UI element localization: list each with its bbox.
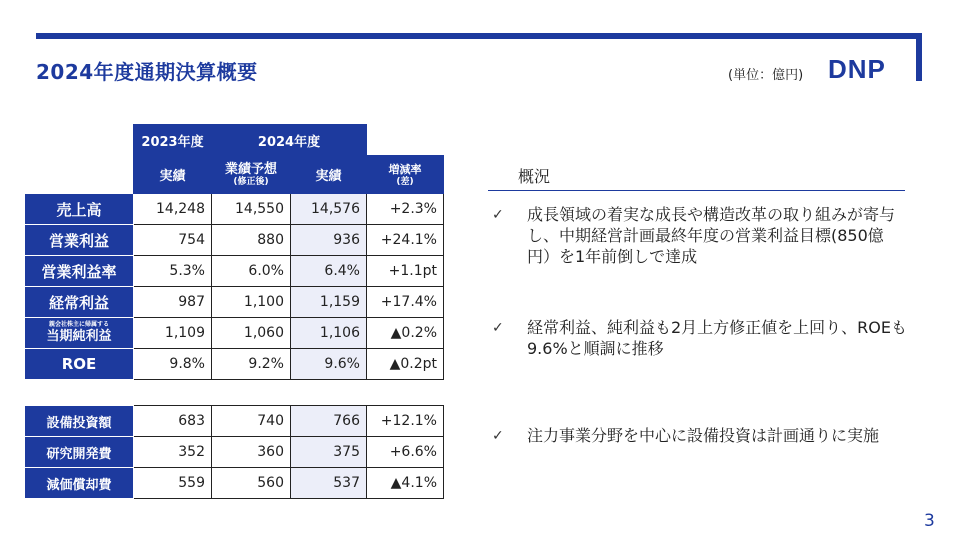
cell-actual-2024: 6.4%: [291, 256, 367, 287]
unit-note: (単位：億円): [728, 68, 804, 83]
cell-actual-2023: 987: [134, 287, 212, 318]
cell-actual-2024: 537: [291, 468, 367, 499]
cell-change: +6.6%: [367, 437, 444, 468]
check-icon: ✓: [492, 320, 504, 336]
table-row: [25, 256, 444, 287]
investment-table: [24, 405, 444, 499]
header-actual-2023: 実績: [134, 156, 212, 194]
summary-title: 概況: [518, 167, 551, 186]
cell-actual-2023: 5.3%: [134, 256, 212, 287]
table-row: [25, 225, 444, 256]
check-icon: ✓: [492, 207, 504, 223]
table-header-row-columns: [25, 156, 444, 194]
header-year-2024: 2024年度: [212, 125, 367, 156]
page-number: 3: [924, 511, 935, 531]
cell-forecast-2024: 740: [212, 406, 291, 437]
row-label: 減価償却費: [25, 468, 134, 499]
cell-actual-2023: 352: [134, 437, 212, 468]
cell-change: +17.4%: [367, 287, 444, 318]
table-row: [25, 318, 444, 349]
header-top-bar: [36, 33, 922, 39]
cell-change: ▲0.2%: [367, 318, 444, 349]
cell-forecast-2024: 1,100: [212, 287, 291, 318]
check-icon: ✓: [492, 428, 504, 444]
header-right-bar: [916, 33, 922, 81]
cell-actual-2023: 9.8%: [134, 349, 212, 380]
table-row: [25, 437, 444, 468]
cell-forecast-2024: 360: [212, 437, 291, 468]
table-header-row-years: [25, 125, 444, 156]
table-row: [25, 406, 444, 437]
summary-divider: [488, 190, 905, 191]
cell-actual-2024: 1,159: [291, 287, 367, 318]
row-label: 親会社株主に帰属する 当期純利益: [25, 318, 134, 349]
cell-forecast-2024: 14,550: [212, 194, 291, 225]
row-label: 営業利益: [25, 225, 134, 256]
cell-actual-2023: 14,248: [134, 194, 212, 225]
row-label: 売上高: [25, 194, 134, 225]
table-row: [25, 468, 444, 499]
cell-change: +12.1%: [367, 406, 444, 437]
row-label: 経常利益: [25, 287, 134, 318]
header-year-2023: 2023年度: [134, 125, 212, 156]
cell-actual-2024: 14,576: [291, 194, 367, 225]
row-label: 設備投資額: [25, 406, 134, 437]
cell-actual-2024: 1,106: [291, 318, 367, 349]
cell-actual-2023: 1,109: [134, 318, 212, 349]
cell-forecast-2024: 560: [212, 468, 291, 499]
cell-forecast-2024: 9.2%: [212, 349, 291, 380]
header-actual-2024: 実績: [291, 156, 367, 194]
cell-actual-2024: 375: [291, 437, 367, 468]
summary-bullet-2: 経常利益、純利益も2月上方修正値を上回り、ROEも9.6%と順調に推移: [527, 318, 908, 358]
table-row: [25, 287, 444, 318]
cell-actual-2023: 559: [134, 468, 212, 499]
cell-actual-2023: 754: [134, 225, 212, 256]
table-row: [25, 349, 444, 380]
cell-change: +2.3%: [367, 194, 444, 225]
summary-bullet-1: 成長領域の着実な成長や構造改革の取り組みが寄与し、中期経営計画最終年度の営業利益目標(850億円）を1年前倒しで達成: [527, 205, 896, 266]
page-title: 2024年度通期決算概要: [36, 60, 258, 84]
financial-summary-table: [24, 124, 444, 380]
row-label: 営業利益率: [25, 256, 134, 287]
table-row: [25, 194, 444, 225]
cell-actual-2024: 936: [291, 225, 367, 256]
cell-forecast-2024: 880: [212, 225, 291, 256]
row-label: ROE: [25, 349, 134, 380]
header-forecast: 業績予想 (修正後): [212, 156, 291, 194]
summary-bullet-3: 注力事業分野を中心に設備投資は計画通りに実施: [527, 426, 880, 445]
row-label: 研究開発費: [25, 437, 134, 468]
cell-actual-2024: 766: [291, 406, 367, 437]
cell-change: ▲0.2pt: [367, 349, 444, 380]
cell-change: ▲4.1%: [367, 468, 444, 499]
dnp-logo: DNP: [828, 54, 886, 84]
cell-actual-2023: 683: [134, 406, 212, 437]
header-change: 増減率 (差): [367, 156, 444, 194]
cell-forecast-2024: 6.0%: [212, 256, 291, 287]
cell-change: +1.1pt: [367, 256, 444, 287]
cell-forecast-2024: 1,060: [212, 318, 291, 349]
cell-change: +24.1%: [367, 225, 444, 256]
cell-actual-2024: 9.6%: [291, 349, 367, 380]
